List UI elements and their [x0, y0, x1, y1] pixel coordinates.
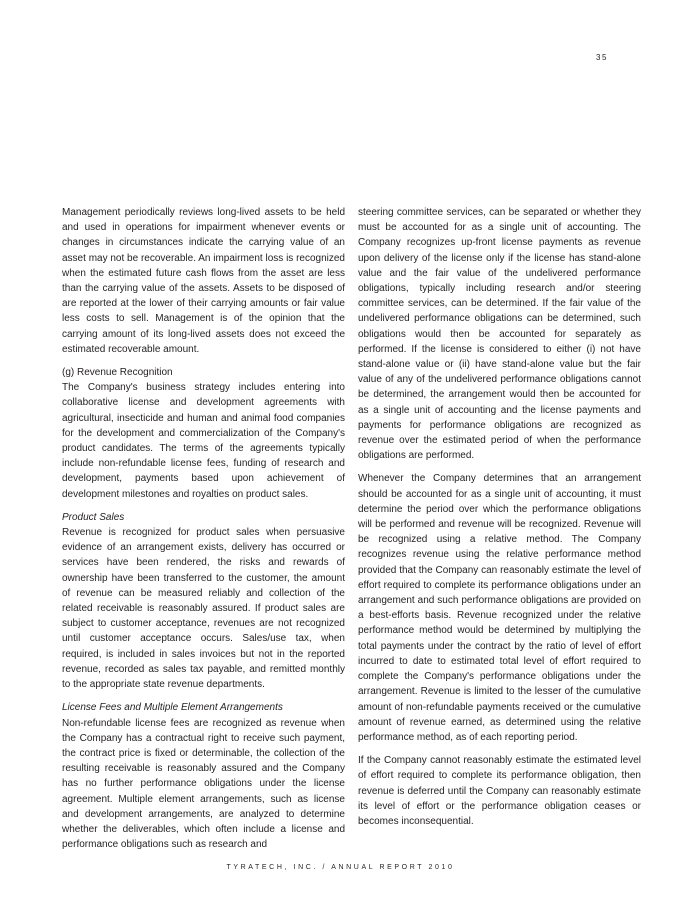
page-footer: TYRATECH, INC. / ANNUAL REPORT 2010 — [226, 864, 455, 871]
left-column — [62, 205, 345, 860]
right-column — [358, 205, 641, 837]
page-number: 35 — [596, 53, 608, 62]
paragraph-long-lived-assets: Management periodically reviews long-lived assets to be held and used in operations for impairment whenever events or changes in circumstances indicate the carrying value of an asset may not be recoverable. An impairment loss is recognized when the estimated future cash flows from the asset are less than the carrying value of the assets. Assets to be disposed of are reported at the lower of their carrying amounts or fair value less costs to sell. Management is of the opinion that the carrying amount of its long-lived assets does not exceed the estimated recoverable amount. — [62, 207, 345, 355]
paragraph-business-strategy: The Company's business strategy includes entering into collaborative license and development agreements with agricultural, insecticide and human and animal food companies for the development and commercialization of the Company's product candidates. The terms of the agreements typically include non-refundable license fees, funding of research and development, payments based upon achievement of development milestones and royalties on product sales. — [62, 382, 345, 500]
subheading-license-fees: License Fees and Multiple Element Arrangements — [62, 702, 283, 714]
paragraph-steering-committee: steering committee services, can be separated or whether they must be accounted for as a single unit of accounting. The Company recognizes up-front license payments as revenue upon delivery of the license only if the license has stand-alone value and the fair value of the undelivered performance obligations, typically including research and/or steering committee services, can be determined. If the fair value of the undelivered performance obligations can be determined, such obligations would then be accounted for separately as performed. If the license is considered to either (i) not have stand-alone value or (ii) have stand-alone value but the fair value of any of the undelivered performance obligations cannot be determined, the arrangement would then be accounted for as a single unit of accounting and the license payments and payments for performance obligations are recognized as revenue over the estimated period of when the performance obligations are performed. — [358, 207, 641, 462]
subheading-product-sales: Product Sales — [62, 511, 125, 523]
section-heading-revenue-recognition: (g) Revenue Recognition — [62, 367, 173, 379]
paragraph-product-sales: Revenue is recognized for product sales when persuasive evidence of an arrangement exists, delivery has occurred or services have been rendered, the risks and rewards of ownership have been transferred to the customer, the amount of revenue can be measured reliably and collection of the related receivable is reasonably assured. If product sales are subject to customer acceptance, revenues are not recognized until customer acceptance occurs. Sales/use tax, when required, is included in sales invoices but not in the reported revenue, recorded as sales tax payable, and remitted monthly to the appropriate state revenue departments. — [62, 527, 345, 691]
paragraph-effort-estimate: If the Company cannot reasonably estimate the estimated level of effort required to complete its performance obligation, then revenue is deferred until the Company can reasonably estimate its level of effort or the performance obligation ceases or becomes inconsequential. — [358, 755, 641, 827]
paragraph-single-unit-accounting: Whenever the Company determines that an arrangement should be accounted for as a single unit of accounting, it must determine the period over which the performance obligations will be performed and revenue will be recognized. Revenue will be recognized using a relative method. The Company recognizes revenue using the relative performance method provided that the Company can reasonably estimate the level of effort required to complete its performance obligations under an arrangement and such performance obligations are provided on a best-efforts basis. Revenue recognized under the relative performance method would be determined by multiplying the total payments under the contract by the ratio of level of effort incurred to date to estimated total level of effort required to complete the Company's performance obligations under the arrangement. Revenue is limited to the lesser of the cumulative amount of non-refundable payments received or the cumulative amount of revenue earned, as determined using the relative performance method, as of each reporting period. — [358, 473, 641, 743]
paragraph-license-fees: Non-refundable license fees are recognized as revenue when the Company has a contractual right to receive such payment, the contract price is fixed or determinable, the collection of the resulting receivable is reasonably assured and the Company has no further performance obligations under the license agreement. Multiple element arrangements, such as license and development arrangements, are analyzed to determine whether the deliverables, which often include a license and performance obligations such as research and — [62, 717, 345, 851]
